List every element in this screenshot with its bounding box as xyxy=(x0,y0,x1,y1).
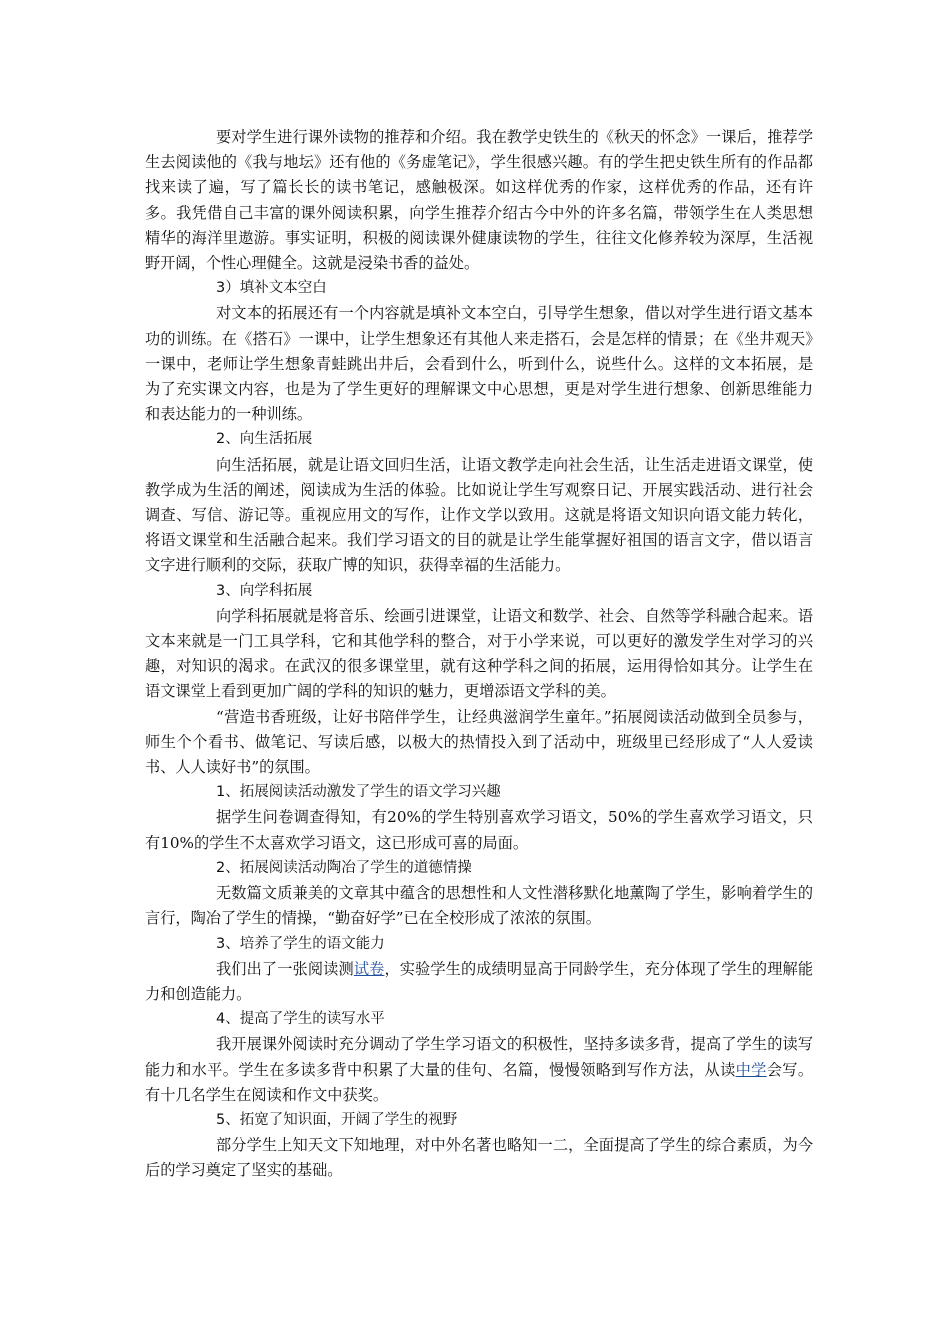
paragraph-reading-class: “营造书香班级，让好书陪伴学生，让经典滋润学生童年。”拓展阅读活动做到全员参与，师生个个看书、做笔记、写读后感，以极大的热情投入到了活动中，班级里已经形成了“人人爱读书、人人读好书”的氛围。 xyxy=(145,707,813,777)
paragraph-moral: 无数篇文质兼美的文章其中蕴含的思想性和人文性潜移默化地薰陶了学生，影响着学生的言行，陶冶了学生的情操，“勤奋好学”已在全校形成了浓浓的氛围。 xyxy=(145,884,813,928)
heading-interest: 1、拓展阅读活动激发了学生的语文学习兴趣 xyxy=(216,784,501,801)
heading-knowledge: 5、拓宽了知识面，开阔了学生的视野 xyxy=(216,1111,458,1128)
heading-moral: 2、拓展阅读活动陶冶了学生的道德情操 xyxy=(216,859,472,876)
paragraph-fill-text-blanks: 对文本的拓展还有一个内容就是填补文本空白，引导学生想象，借以对学生进行语文基本功的训练。在《搭石》一课中，让学生想象还有其他人来走搭石，会是怎样的情景；在《坐井观天》一课中，老师让学生想象青蛙跳出井后，会看到什么，听到什么，说些什么。这样的文本拓展，是为了充实课文内容，也是为了学生更好的理解课文中心思想，更是对学生进行想象、创新思维能力和表达能力的一种训练。 xyxy=(145,304,813,424)
paragraph-extend-to-life: 向生活拓展，就是让语文回归生活，让语文教学走向社会生活，让生活走进语文课堂，使教学成为生活的阐述，阅读成为生活的体验。比如说让学生写观察日记、开展实践活动、进行社会调查、写信、游记等。重视应用文的写作，让作文学以致用。这就是将语文知识向语文能力转化，将语文课堂和生活融合起来。我们学习语文的目的就是让学生能掌握好祖国的语言文字，借以语言文字进行顺利的交际，获取广博的知识，获得幸福的生活能力。 xyxy=(145,455,813,575)
test-paper-link[interactable]: 试卷 xyxy=(353,959,385,978)
paragraph-reading-writing xyxy=(145,1032,813,1108)
middle-school-link[interactable]: 中学 xyxy=(735,1060,767,1079)
heading-reading-writing: 4、提高了学生的读写水平 xyxy=(216,1011,385,1028)
paragraph-language-ability xyxy=(145,957,813,1007)
paragraph-extend-to-subjects: 向学科拓展就是将音乐、绘画引进课堂，让语文和数学、社会、自然等学科融合起来。语文本来就是一门工具学科，它和其他学科的整合，对于小学来说，可以更好的激发学生对学习的兴趣，对知识的渴求。在武汉的很多课堂里，就有这种学科之间的拓展，运用得恰如其分。让学生在语文课堂上看到更加广阔的学科的知识的魅力，更增添语文学科的美。 xyxy=(145,606,813,701)
paragraph-reading-recommendation: 要对学生进行课外读物的推荐和介绍。我在教学史铁生的《秋天的怀念》一课后，推荐学生去阅读他的《我与地坛》还有他的《务虚笔记》，学生很感兴趣。有的学生把史铁生所有的作品都找来读了遍，写了篇长长的读书笔记，感触极深。如这样优秀的作家，这样优秀的作品，还有许多。我凭借自己丰富的课外阅读积累，向学生推荐介绍古今中外的许多名篇，带领学生在人类思想精华的海洋里遨游。事实证明，积极的阅读课外健康读物的学生，往往文化修养较为深厚，生活视野开阔，个性心理健全。这就是浸染书香的益处。 xyxy=(145,128,813,273)
heading-extend-to-subjects: 3、向学科拓展 xyxy=(216,582,313,599)
paragraph-text: 会写。有十几名学生在阅读和作文中获奖。 xyxy=(145,1060,814,1104)
document-page xyxy=(145,125,813,1184)
paragraph-text: ，实验学生的成绩明显高于同龄学生，充分体现了学生的理解能力和创造能力。 xyxy=(145,959,814,1003)
heading-extend-to-life: 2、向生活拓展 xyxy=(216,431,313,448)
paragraph-interest: 据学生问卷调查得知，有20%的学生特别喜欢学习语文，50%的学生喜欢学习语文，只有10%的学生不太喜欢学习语文，这已形成可喜的局面。 xyxy=(145,808,813,852)
heading-fill-text-blanks: 3）填补文本空白 xyxy=(216,280,327,297)
paragraph-knowledge: 部分学生上知天文下知地理，对中外名著也略知一二，全面提高了学生的综合素质，为今后的学习奠定了坚实的基础。 xyxy=(145,1136,813,1180)
heading-language-ability: 3、培养了学生的语文能力 xyxy=(216,935,385,952)
paragraph-text: 我们出了一张阅读测 xyxy=(216,959,354,978)
paragraph-text: 我开展课外阅读时充分调动了学生学习语文的积极性，坚持多读多背，提高了学生的读写能力和水平。学生在多读多背中积累了大量的佳句、名篇，慢慢领略到写作方法，从读 xyxy=(145,1035,813,1079)
